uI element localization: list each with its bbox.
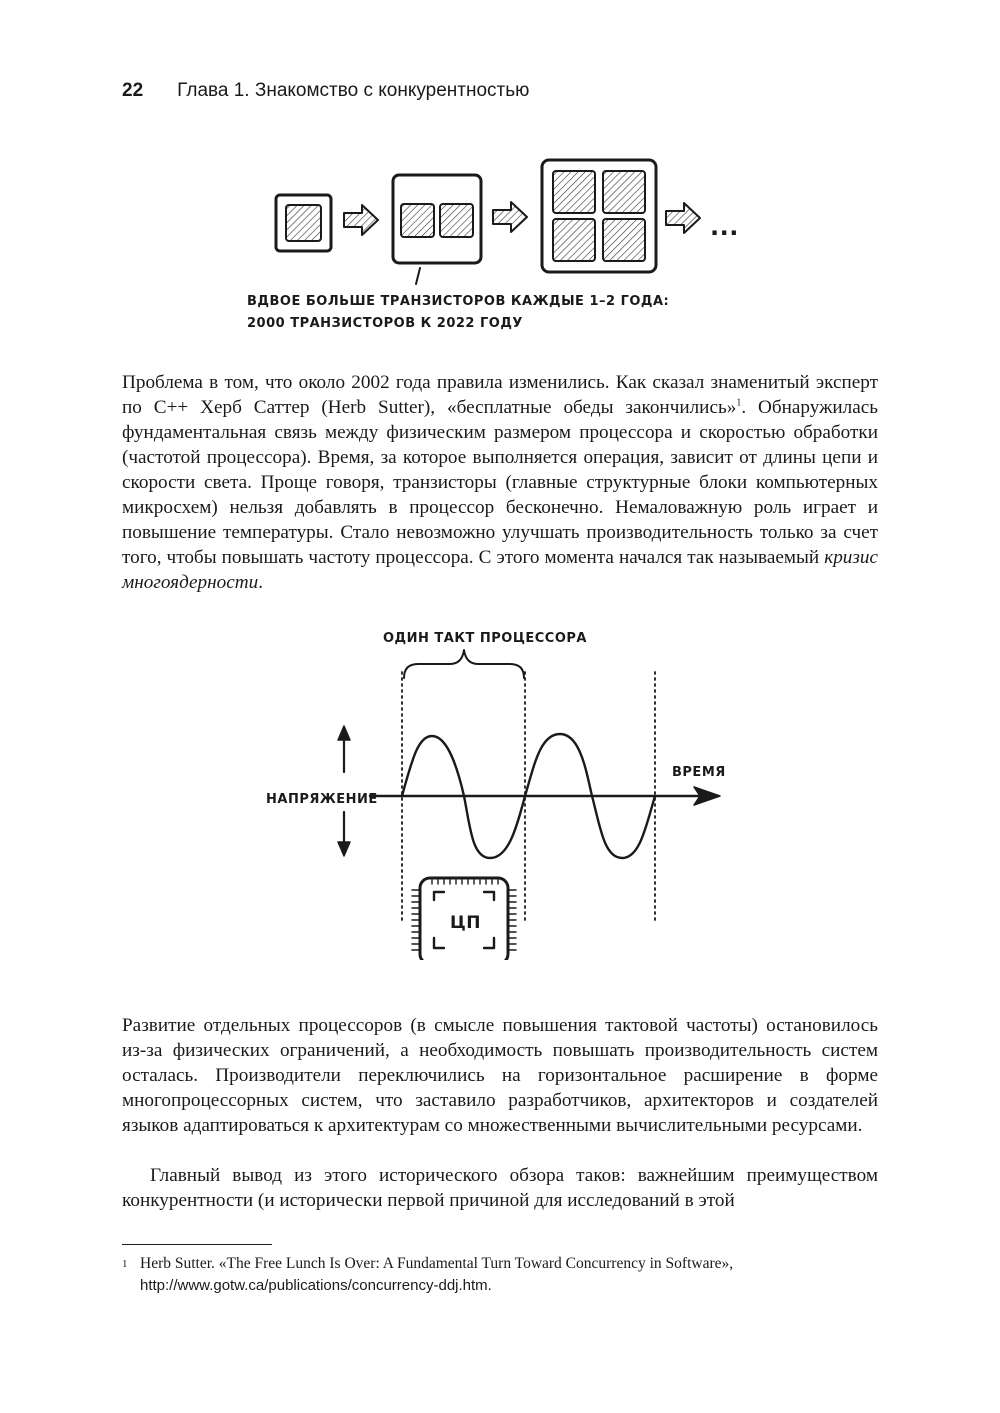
- paragraph-1: Проблема в том, что около 2002 года правила изменились. Как сказал знаменитый эксперт по C++ Херб Саттер (Herb Sutter), «бесплатные обеды закончились»$^1$. Обнаружилась фундаментальная связь между физическим размером процессора и скоростью обработки (частотой процессора). Время, за которое выполняется операция, зависит от длины цепи и скорости света. Проще говоря, транзисторы (главные структурные блоки компьютерных микросхем) нельзя добавлять в процессор бесконечно. Немаловажную роль играет и повышение температуры. Стало невозможно улучшать производительность только за счет того, чтобы повышать частоту процессора. С этого момента начался так называемый кризис многоядерности.: [122, 372, 878, 593]
- footnote-url[interactable]: http://www.gotw.ca/publications/concurrency-ddj.htm.: [140, 1277, 492, 1294]
- footnote-text: Herb Sutter. «The Free Lunch Is Over: A Fundamental Turn Toward Concurrency in Software»,: [140, 1255, 734, 1272]
- cpu-label: ЦП: [450, 913, 481, 933]
- quad-core-chip: [542, 160, 656, 272]
- figure1-caption-line1: ВДВОЕ БОЛЬШЕ ТРАНЗИСТОРОВ КАЖДЫЕ 1–2 ГОДА:: [247, 294, 670, 309]
- time-label: ВРЕМЯ: [672, 765, 726, 780]
- running-header: [122, 80, 529, 102]
- paragraph-2: Развитие отдельных процессоров (в смысле повышения тактовой частоты) остановилось из-за физических ограничений, а необходимость повышать производительность систем осталась. Производители переключились на горизонтальное расширение в форме многопроцессорных систем, что заставило разработчиков, архитекторов и создателей языков адаптироваться к архитектурам со множественными вычислительными ресурсами.: [122, 1015, 878, 1136]
- arrow-icon: [493, 202, 527, 232]
- clock-cycle-figure: [0, 620, 1000, 960]
- footnote-reference: 1: [736, 397, 742, 409]
- arrow-icon: [344, 205, 378, 235]
- arrow-icon: [666, 203, 700, 233]
- page-number: 22: [122, 80, 144, 101]
- footnote: [122, 1253, 882, 1297]
- footnote-mark: 1: [122, 1258, 128, 1270]
- footnote-divider: [122, 1244, 272, 1245]
- pointer-line: [416, 268, 420, 284]
- ellipsis: ...: [710, 213, 739, 241]
- cycle-label: ОДИН ТАКТ ПРОЦЕССОРА: [383, 631, 587, 646]
- single-core-chip: [276, 195, 331, 251]
- voltage-label: НАПРЯЖЕНИЕ: [266, 792, 378, 807]
- emphasis-term: кризис многоядерности: [122, 547, 878, 593]
- transistor-growth-figure: [0, 150, 1000, 340]
- dual-core-chip: [393, 175, 481, 263]
- chapter-title: Глава 1. Знакомство с конкурентностью: [177, 80, 530, 101]
- paragraph-3: Главный вывод из этого исторического обзора таков: важнейшим преимуществом конкурентности (и исторически первой причиной для исследований в этой: [122, 1165, 878, 1211]
- cycle-brace: [404, 650, 524, 678]
- figure1-caption-line2: 2000 ТРАНЗИСТОРОВ К 2022 ГОДУ: [247, 316, 523, 331]
